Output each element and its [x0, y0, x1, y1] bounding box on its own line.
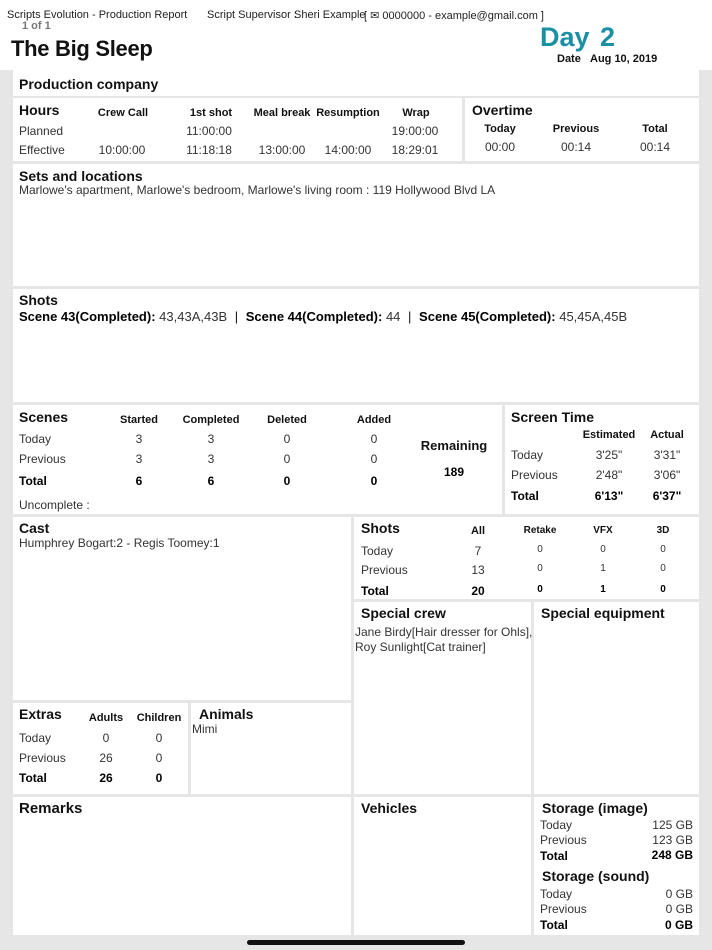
hours-planned-first-shot: 11:00:00	[186, 124, 232, 138]
hours-col-first-shot: 1st shot	[189, 107, 233, 119]
shots-col-vfx: VFX	[593, 525, 613, 536]
animals-label: Animals	[199, 706, 254, 722]
shots-listing-line	[19, 309, 627, 324]
shots-listing-label: Shots	[19, 292, 58, 308]
shots-previous-vfx: 1	[600, 563, 606, 574]
remarks-label: Remarks	[19, 800, 83, 817]
screen-time-row-total-label: Total	[511, 489, 539, 503]
shots-previous-all: 13	[471, 563, 485, 577]
special-equipment-box	[534, 602, 699, 794]
shots-total-vfx: 1	[600, 584, 606, 595]
extras-today-adults: 0	[102, 731, 110, 745]
hours-col-crew-call: Crew Call	[97, 107, 149, 119]
hours-col-wrap: Wrap	[402, 107, 430, 119]
overtime-today-value: 00:00	[484, 140, 516, 154]
scene-44-name: Scene 44(Completed):	[245, 309, 383, 324]
storage-sound-previous-label: Previous	[540, 902, 587, 916]
shots-row-previous-label: Previous	[361, 563, 408, 577]
hours-col-resumption: Resumption	[316, 107, 380, 119]
screen-time-col-estimated: Estimated	[582, 429, 636, 441]
scenes-col-added: Added	[356, 414, 392, 426]
extras-row-total-label: Total	[19, 771, 47, 785]
cast-text: Humphrey Bogart:2 - Regis Toomey:1	[19, 536, 220, 550]
storage-box	[534, 797, 699, 935]
screen-time-col-actual: Actual	[650, 429, 684, 441]
screen-time-label: Screen Time	[511, 409, 595, 425]
overtime-box	[465, 98, 699, 161]
extras-label: Extras	[19, 706, 62, 722]
hours-effective-wrap: 18:29:01	[391, 143, 439, 157]
hours-box	[13, 98, 462, 161]
supervisor-name: Sheri Example	[294, 9, 366, 21]
scenes-previous-added: 0	[370, 452, 378, 466]
vehicles-label: Vehicles	[361, 800, 418, 816]
remarks-box	[13, 797, 351, 935]
screen-time-today-estimated: 3'25"	[595, 448, 623, 462]
production-company-label: Production company	[19, 76, 159, 92]
hours-effective-meal-break: 13:00:00	[258, 143, 306, 157]
shots-row-total-label: Total	[361, 584, 389, 598]
screen-time-previous-actual: 3'06"	[653, 468, 681, 482]
storage-image-today-label: Today	[540, 818, 573, 832]
scenes-previous-completed: 3	[207, 452, 215, 466]
extras-total-children: 0	[155, 771, 163, 785]
overtime-label: Overtime	[472, 102, 533, 118]
screen-time-row-today-label: Today	[511, 448, 544, 462]
storage-image-total-label: Total	[540, 849, 568, 863]
shots-today-vfx: 0	[600, 544, 606, 555]
scenes-col-started: Started	[120, 414, 158, 426]
special-crew-box	[354, 602, 531, 794]
screen-time-row-previous-label: Previous	[511, 468, 558, 482]
scenes-today-completed: 3	[207, 432, 215, 446]
screen-time-previous-estimated: 2'48"	[595, 468, 623, 482]
storage-sound-label: Storage (sound)	[542, 868, 650, 884]
uncomplete-label: Uncomplete :	[19, 498, 90, 512]
supervisor-label: Script Supervisor :	[207, 9, 297, 21]
scenes-total-deleted: 0	[283, 474, 291, 488]
storage-image-label: Storage (image)	[542, 800, 648, 816]
shots-listing-box	[13, 289, 699, 402]
shots-table-box	[354, 517, 699, 599]
cast-label: Cast	[19, 520, 50, 536]
remaining-value: 189	[443, 465, 465, 479]
scene-45-name: Scene 45(Completed):	[419, 309, 556, 324]
shots-row-today-label: Today	[361, 544, 394, 558]
date-label: Date	[557, 53, 581, 65]
scenes-row-today-label: Today	[19, 432, 52, 446]
vehicles-box	[354, 797, 531, 935]
scene-43-shots: 43,43A,43B	[159, 309, 228, 324]
hours-effective-resumption: 14:00:00	[324, 143, 372, 157]
shots-previous-retake: 0	[537, 563, 543, 574]
scenes-row-previous-label: Previous	[19, 452, 66, 466]
scenes-total-added: 0	[370, 474, 378, 488]
cast-box	[13, 517, 351, 700]
scene-43-name: Scene 43(Completed):	[19, 309, 156, 324]
shots-total-3d: 0	[660, 584, 666, 595]
extras-col-adults: Adults	[88, 712, 124, 724]
overtime-col-today: Today	[484, 123, 516, 135]
screen-time-today-actual: 3'31"	[653, 448, 681, 462]
shots-col-all: All	[470, 525, 486, 537]
animals-box	[191, 703, 351, 794]
scenes-row-total-label: Total	[19, 474, 47, 488]
storage-image-previous-value: 123 GB	[652, 833, 693, 847]
hours-label: Hours	[19, 102, 60, 118]
storage-sound-total-label: Total	[540, 918, 568, 932]
special-equipment-label: Special equipment	[541, 605, 665, 621]
shots-col-retake: Retake	[523, 525, 557, 536]
overtime-col-previous: Previous	[552, 123, 600, 135]
overtime-total-value: 00:14	[639, 140, 671, 154]
shots-today-retake: 0	[537, 544, 543, 555]
shots-today-3d: 0	[660, 544, 666, 555]
date-value: Aug 10, 2019	[590, 53, 658, 65]
page-count: 1 of 1	[22, 20, 51, 32]
special-crew-line-1: Jane Birdy[Hair dresser for Ohls],	[355, 625, 533, 639]
screen-time-box	[505, 405, 699, 514]
extras-row-today-label: Today	[19, 731, 52, 745]
hours-row-effective-label: Effective	[19, 143, 65, 157]
shots-col-3d: 3D	[656, 525, 670, 536]
day-label: Day	[540, 22, 590, 52]
page-title: The Big Sleep	[11, 36, 153, 61]
extras-previous-children: 0	[155, 751, 163, 765]
overtime-previous-value: 00:14	[560, 140, 592, 154]
storage-image-today-value: 125 GB	[652, 818, 693, 832]
hours-col-meal-break: Meal break	[253, 107, 311, 119]
extras-box	[13, 703, 188, 794]
scenes-today-added: 0	[370, 432, 378, 446]
storage-image-total-value: 248 GB	[651, 848, 693, 862]
scenes-label: Scenes	[19, 409, 69, 425]
extras-previous-adults: 26	[99, 751, 113, 765]
screen-time-total-estimated: 6'13"	[594, 489, 624, 503]
scene-separator: |	[234, 309, 239, 324]
scenes-today-started: 3	[135, 432, 143, 446]
storage-sound-today-value: 0 GB	[665, 887, 693, 901]
extras-total-adults: 26	[99, 771, 113, 785]
day-number: 2	[600, 22, 616, 52]
scenes-col-completed: Completed	[182, 414, 240, 426]
storage-sound-previous-value: 0 GB	[665, 902, 693, 916]
hours-effective-crew-call: 10:00:00	[98, 143, 146, 157]
hours-row-planned-label: Planned	[19, 124, 64, 138]
scene-separator: |	[408, 309, 412, 324]
scenes-col-deleted: Deleted	[267, 414, 307, 426]
scenes-total-completed: 6	[207, 474, 215, 488]
supervisor-contact: [ ✉ 0000000 - example@gmail.com ]	[364, 10, 544, 22]
storage-image-previous-label: Previous	[540, 833, 587, 847]
screen-time-total-actual: 6'37"	[652, 489, 682, 503]
shots-total-retake: 0	[537, 584, 543, 595]
animals-text: Mimi	[192, 722, 218, 736]
sets-box	[13, 164, 699, 286]
extras-today-children: 0	[155, 731, 163, 745]
production-company-box	[13, 70, 699, 96]
scenes-today-deleted: 0	[283, 432, 291, 446]
hours-planned-wrap: 19:00:00	[391, 124, 439, 138]
extras-col-children: Children	[136, 712, 182, 724]
shots-previous-3d: 0	[660, 563, 666, 574]
sets-label: Sets and locations	[19, 168, 143, 184]
sets-text: Marlowe's apartment, Marlowe's bedroom, Marlowe's living room : 119 Hollywood Blvd LA	[19, 183, 496, 197]
shots-total-all: 20	[471, 584, 485, 598]
extras-row-previous-label: Previous	[19, 751, 66, 765]
special-crew-label: Special crew	[361, 605, 446, 621]
hours-effective-first-shot: 11:18:18	[186, 143, 232, 157]
scenes-total-started: 6	[135, 474, 143, 488]
scenes-previous-deleted: 0	[283, 452, 291, 466]
shots-today-all: 7	[474, 544, 482, 558]
storage-sound-total-value: 0 GB	[664, 918, 693, 932]
storage-sound-today-label: Today	[540, 887, 573, 901]
scene-45-shots: 45,45A,45B	[559, 309, 628, 324]
scene-44-shots: 44	[385, 309, 401, 324]
overtime-col-total: Total	[642, 123, 668, 135]
special-crew-line-2: Roy Sunlight[Cat trainer]	[355, 640, 486, 654]
scenes-previous-started: 3	[135, 452, 143, 466]
remaining-label: Remaining	[420, 438, 488, 453]
shots-table-label: Shots	[361, 520, 400, 536]
app-line: Scripts Evolution - Production Report	[7, 9, 188, 21]
scenes-box	[13, 405, 502, 514]
home-indicator[interactable]	[247, 940, 465, 945]
